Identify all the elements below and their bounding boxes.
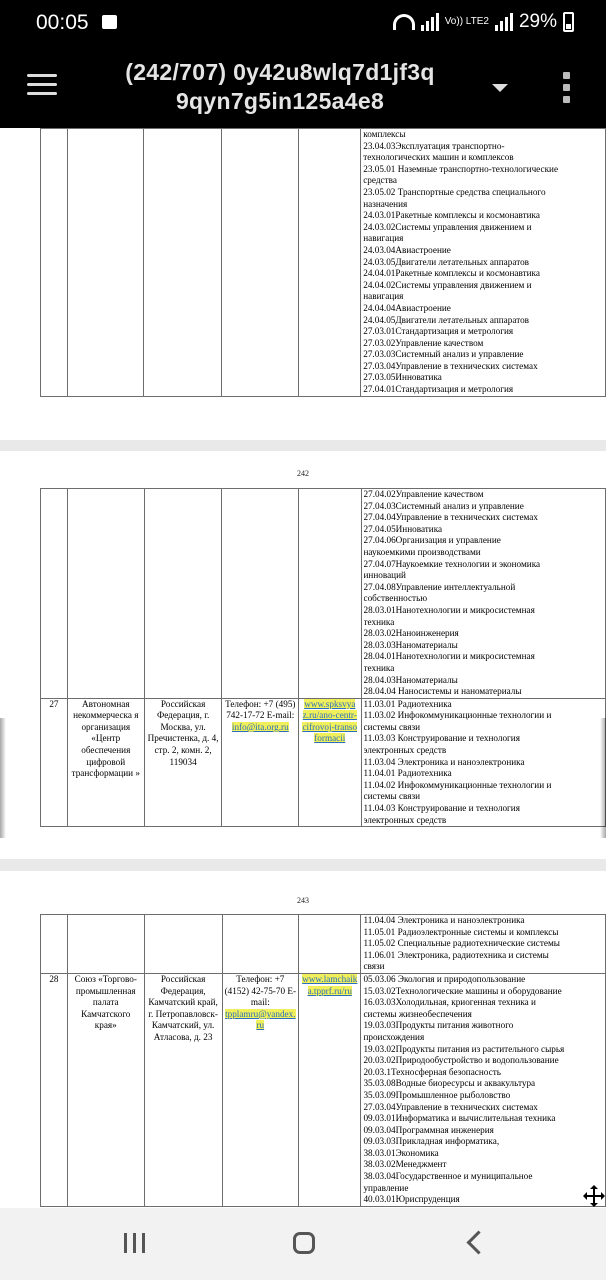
specialty-code-line: 28.04.01Нанотехнологии и микросистемная (363, 651, 535, 662)
specialty-codes (364, 489, 603, 698)
specialty-code-line: 27.04.08Управление интеллектуальной (363, 581, 516, 592)
contact-phone: Телефон: +7 (4152) 42-75-70 E-mail: (224, 973, 297, 1008)
specialty-code-line: 11.03.04 Электроника и наноэлектроника (363, 756, 525, 767)
table-row (41, 129, 606, 397)
left-scroll-edge (0, 718, 6, 838)
specialty-code-line: 09.03.01Информатика и вычислительная техника (363, 1113, 556, 1124)
specialty-code-line: 27.03.05Инноватика (363, 372, 442, 383)
specialty-code-line: 11.03.01 Радиотехника (363, 698, 452, 709)
page-number: 243 (297, 896, 309, 905)
row-number: 27 (41, 698, 68, 827)
status-time: 00:05 (36, 11, 89, 34)
specialty-codes (363, 974, 603, 1206)
page-243 (0, 871, 606, 1208)
contact-email-link[interactable]: tpplamru@yandex.ru (225, 1008, 296, 1031)
page-a-table (40, 128, 606, 397)
specialty-code-line: 11.04.04 Электроника и наноэлектроника (363, 915, 525, 925)
specialty-code-line: 27.03.02Управление качеством (363, 337, 484, 348)
specialty-code-line: 11.05.02 Специальные радиотехнические системы (363, 938, 560, 949)
row-number: 28 (41, 973, 68, 1206)
status-right-group (393, 11, 574, 33)
page-c-table (40, 914, 606, 1207)
specialty-code-line: 24.04.01Ракетные комплексы и космонавтика (363, 268, 540, 279)
contact-cell (222, 698, 299, 827)
specialty-code-line: 11.06.01 Электроника, радиотехника и системы (363, 949, 549, 960)
specialty-code-line: 38.03.04Государственное и муниципальное (363, 1171, 533, 1182)
app-bar (0, 46, 606, 128)
specialty-code-line: средства (363, 175, 397, 186)
menu-icon[interactable] (27, 74, 57, 96)
specialty-codes (363, 915, 603, 973)
specialty-code-line: назначения (363, 198, 408, 209)
specialty-code-line: 28.03.02Наноинженерия (363, 628, 459, 639)
table-row (41, 698, 606, 827)
specialty-code-line: 11.04.03 Конструирование и технология (363, 803, 520, 814)
table-row (41, 489, 606, 699)
signal-2-icon (495, 13, 513, 31)
title-line-2: 9qyn7g5in125a4e8 (175, 88, 385, 114)
dropdown-arrow-icon[interactable] (492, 84, 508, 92)
back-icon[interactable] (466, 1230, 490, 1254)
specialty-code-line: 27.04.02Управление качеством (363, 489, 484, 499)
specialty-code-line: 19.03.02Продукты питания из растительного сырья (363, 1043, 565, 1054)
page-241 (0, 128, 606, 440)
specialty-code-line: 24.04.04Авиастроение (363, 302, 451, 313)
contact-email-link[interactable]: info@ita.org.ru (231, 721, 289, 732)
specialty-code-line: 24.04.05Двигатели летательных аппаратов (363, 314, 530, 325)
specialty-code-line: 05.03.06 Экология и природопользование (363, 973, 526, 984)
specialty-code-line: комплексы (363, 129, 406, 139)
specialty-code-line: системы жизнеобеспечения (363, 1008, 472, 1019)
specialty-code-line: 27.03.04Управление в технических системах (363, 360, 538, 371)
contact-phone: Телефон: +7 (495) 742-17-72 E-mail: (225, 698, 296, 721)
specialty-code-line: 28.04.03Наноматериалы (363, 674, 458, 685)
specialty-code-line: 11.03.03 Конструирование и технология (363, 733, 520, 744)
specialty-code-line: собственностью (363, 593, 428, 604)
specialty-code-line: техника (363, 662, 395, 673)
specialty-code-line: 11.05.01 Радиоэлектронные системы и комплексы (363, 926, 559, 937)
specialty-code-line: 23.04.03Эксплуатация транспортно- (363, 140, 505, 151)
document-viewer[interactable] (0, 128, 606, 1208)
table-row (41, 915, 606, 974)
contact-cell (222, 973, 299, 1206)
website-cell (299, 698, 361, 827)
home-icon[interactable] (293, 1232, 315, 1254)
specialty-code-line: 16.03.03Холодильная, криогенная техника и (363, 997, 536, 1008)
specialty-code-line: 38.03.02Менеджмент (363, 1159, 447, 1170)
specialty-code-line: электронных средств (363, 745, 447, 756)
specialty-code-line: технологических машин и комплексов (363, 152, 514, 163)
specialty-code-line: 15.03.02Технологические машины и оборудование (363, 985, 562, 996)
specialty-code-line: 27.03.03Системный анализ и управление (363, 349, 524, 360)
specialty-codes (363, 129, 603, 396)
move-arrows-icon[interactable] (582, 1184, 606, 1208)
specialty-code-line: 24.03.05Двигатели летательных аппаратов (363, 256, 530, 267)
specialty-code-line: 27.03.04Управление в технических системах (363, 1101, 538, 1112)
specialty-code-line: 24.03.04Авиастроение (363, 244, 451, 255)
specialty-code-line: управление (363, 1182, 409, 1193)
specialty-code-line: 24.03.01Ракетные комплексы и космонавтика (363, 210, 540, 221)
organization-address: Российская Федерация, Камчатский край, г. Петропавловск-Камчатский, ул. Атласова, д. 23 (144, 973, 222, 1206)
specialty-code-line: 35.03.08Водные биоресурсы и аквакультура (363, 1078, 536, 1089)
specialty-code-line: 28.03.03Наноматериалы (363, 639, 458, 650)
specialty-code-line: инноваций (363, 570, 406, 581)
battery-percent: 29% (518, 11, 557, 32)
specialty-code-line: 11.03.02 Инфокоммуникационные технологии и (363, 710, 552, 721)
specialty-code-line: 24.03.02Системы управления движением и (363, 221, 532, 232)
specialty-code-line: 27.04.04Управление в технических системах (363, 512, 538, 523)
specialty-code-line: 24.04.02Системы управления движением и (363, 279, 532, 290)
specialty-code-line: 28.03.01Нанотехнологии и микросистемная (363, 604, 535, 615)
status-bar (0, 0, 606, 46)
website-link[interactable]: www.spksvyaz.ru/ano-centr-cifrovoj-transoformacii (302, 698, 358, 744)
specialty-code-line: 09.03.04Программная инженерия (363, 1124, 494, 1135)
website-link[interactable]: www.lamchaika.tpprf.ru/ru (302, 973, 358, 996)
recents-icon[interactable] (124, 1233, 148, 1253)
specialty-code-line: системы связи (363, 721, 421, 732)
specialty-code-line: связи (363, 961, 385, 972)
specialty-code-line: 27.04.07Наукоемкие технологии и экономика (363, 558, 541, 569)
organization-address: Российская Федерация, г. Москва, ул. Пречистенка, д. 4, стр. 2, комн. 2, 119034 (144, 698, 222, 827)
specialty-code-line: 20.03.02Природообустройство и водопользование (363, 1055, 559, 1066)
specialty-code-line: 09.03.03Прикладная информатика, (363, 1136, 500, 1147)
specialty-code-line: 27.04.06Организация и управление (363, 535, 501, 546)
specialty-code-line: системы связи (363, 791, 421, 802)
wifi-icon (393, 14, 415, 30)
specialty-code-line: 20.03.1Техносферная безопасность (363, 1066, 501, 1077)
specialty-code-line: 23.05.01 Наземные транспортно-технологические (363, 163, 559, 174)
specialty-code-line: происхождения (363, 1031, 425, 1042)
specialty-code-line: навигация (363, 291, 404, 302)
signal-icon (421, 13, 439, 31)
battery-icon (563, 12, 574, 32)
title-line-1: (242/707) 0y42u8wlq7d1jf3q (125, 59, 435, 85)
specialty-code-line: 27.04.03Системный анализ и управление (363, 500, 524, 511)
page-number: 242 (297, 469, 309, 478)
specialty-code-line: 11.04.02 Инфокоммуникационные технологии и (363, 779, 552, 790)
volte-indicator: Vo)) LTE2 (444, 16, 489, 27)
specialty-code-line: навигация (363, 233, 404, 244)
more-options-icon[interactable] (563, 72, 571, 104)
gallery-notification-icon (102, 15, 117, 29)
specialty-code-line: наукоемкими производствами (363, 546, 481, 557)
specialty-code-line: техника (363, 616, 395, 627)
specialty-code-line: 27.04.01Стандартизация и метрология (363, 384, 514, 395)
specialty-code-line: 40.03.01Юриспруденция (363, 1194, 460, 1205)
specialty-code-line: 23.05.02 Транспортные средства специального (363, 186, 546, 197)
system-nav-bar (0, 1208, 606, 1280)
specialty-code-line: 28.04.04 Наносистемы и наноматериалы (363, 686, 522, 697)
page-b-table (40, 488, 606, 827)
specialty-code-line: 11.04.01 Радиотехника (363, 768, 452, 779)
specialty-code-line: 35.03.09Промышленное рыболовство (363, 1089, 511, 1100)
specialty-code-line: 38.03.01Экономика (363, 1147, 439, 1158)
specialty-code-line: электронных средств (363, 814, 447, 825)
specialty-codes (364, 699, 603, 827)
specialty-code-line: 19.03.03Продукты питания животного (363, 1020, 514, 1031)
specialty-code-line: 27.04.05Инноватика (363, 523, 443, 534)
document-title[interactable] (95, 58, 465, 116)
right-scroll-edge (600, 718, 606, 838)
table-row (41, 973, 606, 1206)
website-cell (299, 973, 361, 1206)
organization-name: Союз «Торгово-промышленная палата Камчатского края» (67, 973, 144, 1206)
specialty-code-line: 27.03.01Стандартизация и метрология (363, 326, 514, 337)
page-242 (0, 451, 606, 859)
organization-name: Автономная некоммерческа я организация «Центр обеспечения цифровой трансформации » (67, 698, 144, 827)
